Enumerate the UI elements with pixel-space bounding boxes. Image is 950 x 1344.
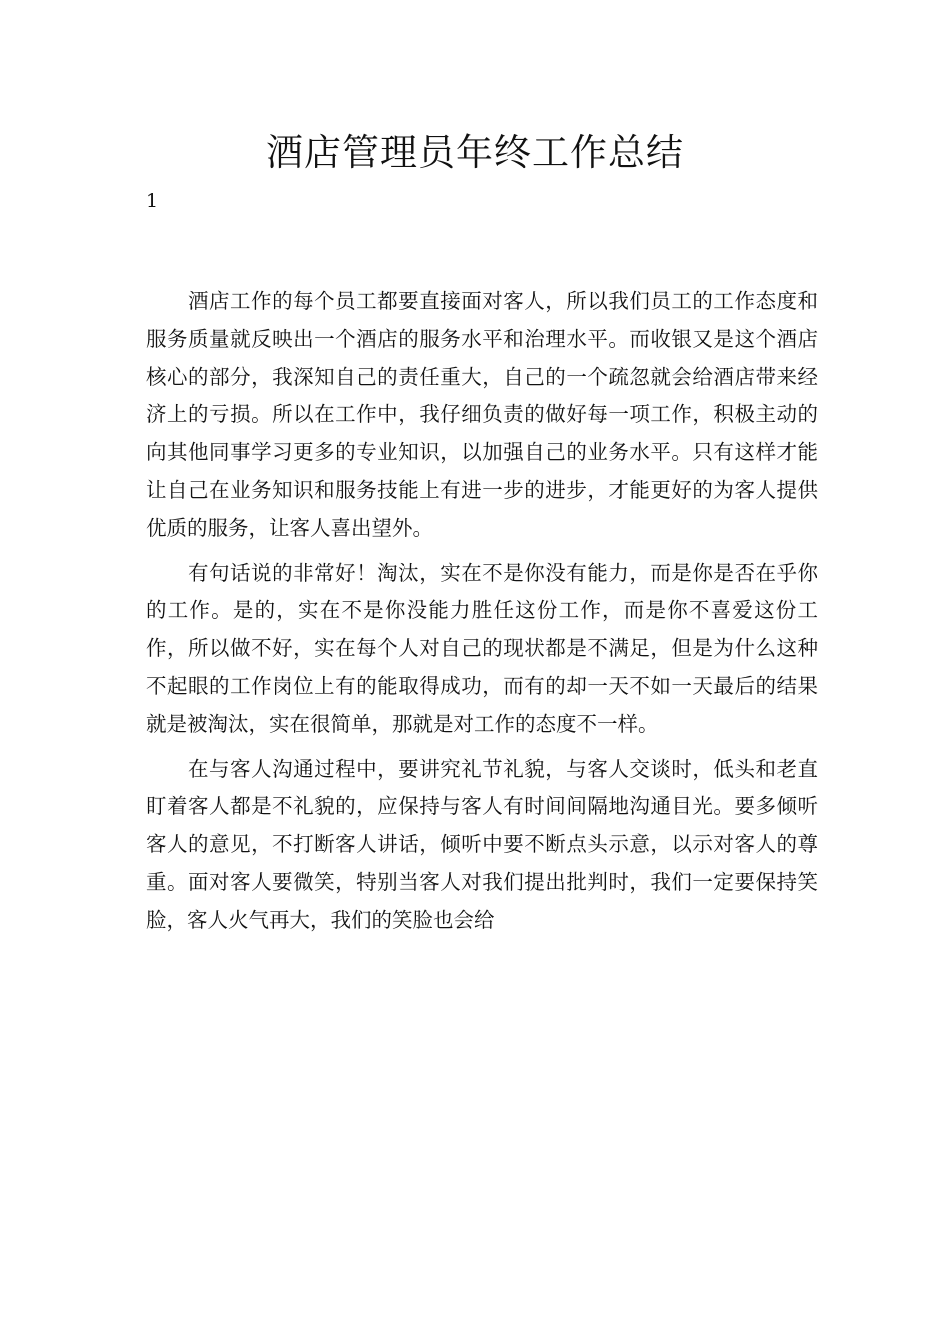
page-number: 1 — [146, 190, 159, 212]
paragraph: 在与客人沟通过程中，要讲究礼节礼貌，与客人交谈时，低头和老直盯着客人都是不礼貌的，应保持与客人有时间间隔地沟通目光。要多倾听客人的意见，不打断客人讲话，倾听中要不断点头示意，以示对客人的尊重。面对客人要微笑，特别当客人对我们提出批判时，我们一定要保持笑脸，客人火气再大，我们的笑脸也会给 — [146, 756, 818, 932]
document-body — [146, 283, 818, 940]
document-title: 酒店管理员年终工作总结 — [266, 131, 684, 174]
paragraph: 酒店工作的每个员工都要直接面对客人，所以我们员工的工作态度和服务质量就反映出一个酒店的服务水平和治理水平。而收银又是这个酒店核心的部分，我深知自己的责任重大，自己的一个疏忽就会给酒店带来经济上的亏损。所以在工作中，我仔细负责的做好每一项工作，积极主动的向其他同事学习更多的专业知识，以加强自己的业务水平。只有这样才能让自己在业务知识和服务技能上有进一步的进步，才能更好的为客人提供优质的服务，让客人喜出望外。 — [146, 289, 818, 540]
paragraph: 有句话说的非常好！淘汰，实在不是你没有能力，而是你是否在乎你的工作。是的，实在不是你没能力胜任这份工作，而是你不喜爱这份工作，所以做不好，实在每个人对自己的现状都是不满足，但是为什么这种不起眼的工作岗位上有的能取得成功，而有的却一天不如一天最后的结果就是被淘汰，实在很简单，那就是对工作的态度不一样。 — [146, 560, 818, 736]
